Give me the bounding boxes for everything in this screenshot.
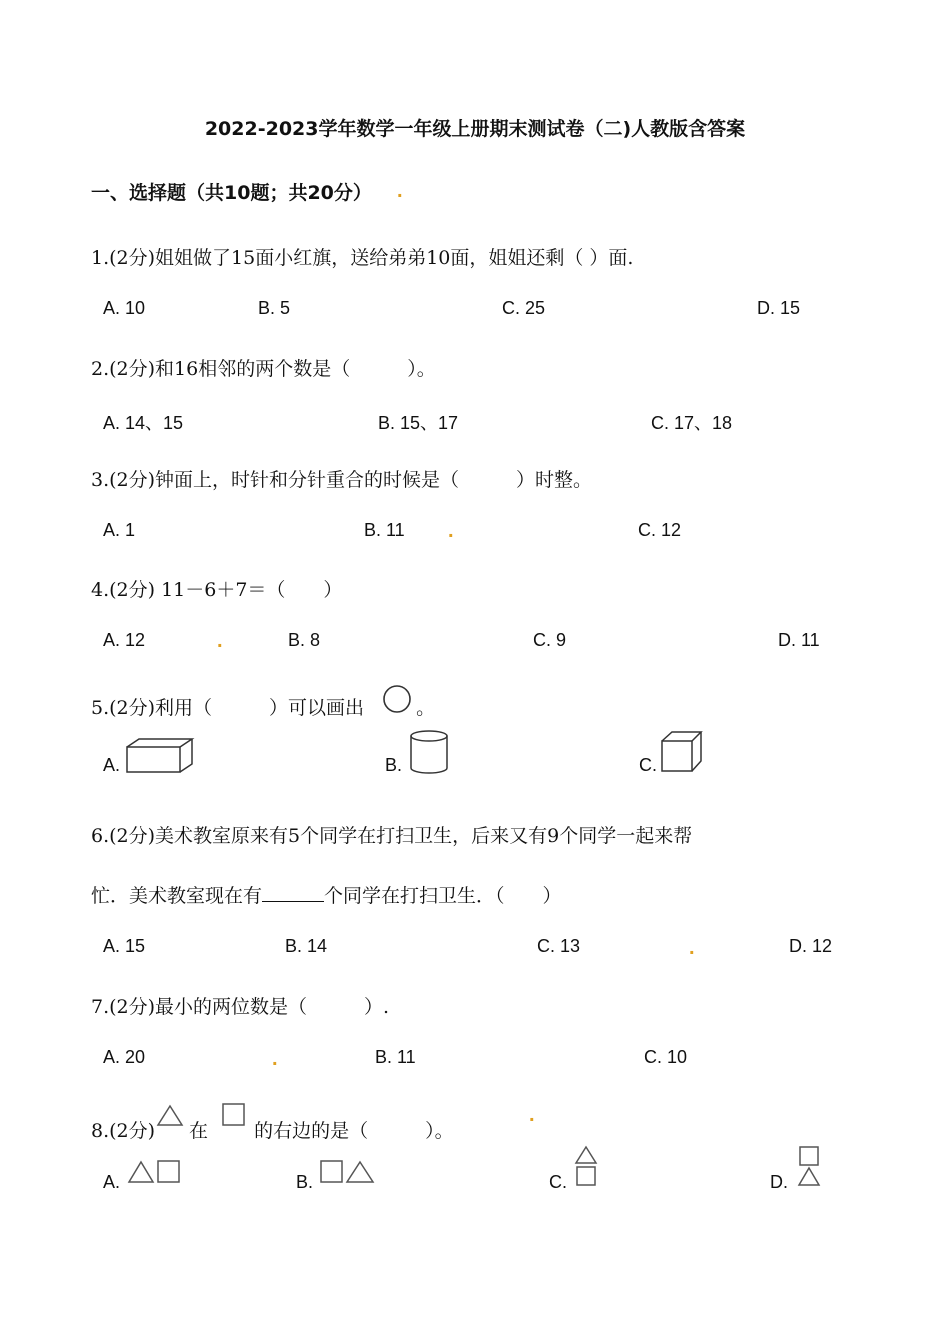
q2-option-c[interactable]: C. 17、18	[651, 413, 733, 433]
q5-option-c[interactable]: C.	[639, 755, 657, 775]
triangle-above-square-icon	[575, 1146, 599, 1188]
question-5-stem	[91, 686, 435, 720]
square-triangle-icon	[320, 1160, 376, 1186]
section-heading: 一、选择题（共10题；共20分）	[91, 182, 372, 204]
q8-option-a[interactable]: A.	[103, 1172, 121, 1192]
q4-option-d[interactable]: D. 11	[778, 630, 820, 650]
q6-stem-after: 个同学在打扫卫生．（ ）	[324, 885, 562, 907]
q2-option-a[interactable]: A. 14、15	[103, 413, 184, 433]
page-title: 2022-2023学年数学一年级上册期末测试卷（二)人教版含答案	[204, 118, 746, 140]
q4-option-b[interactable]: B. 8	[288, 630, 321, 650]
answer-blank[interactable]	[262, 883, 324, 902]
q7-option-b[interactable]: B. 11	[375, 1047, 416, 1067]
q8-stem-after: 的右边的是（ ）。	[254, 1120, 454, 1142]
question-6-stem-line2	[91, 881, 562, 908]
question-2-stem: 2.(2分)和16相邻的两个数是（ ）。	[91, 358, 436, 380]
triangle-icon	[157, 1105, 183, 1127]
question-7-stem: 7.(2分)最小的两位数是（ ）.	[91, 996, 390, 1018]
question-4-stem: 4.(2分) 11－6＋7＝（ ）	[91, 579, 343, 601]
q6-option-a[interactable]: A. 15	[103, 936, 146, 956]
question-3-stem: 3.(2分)钟面上，时针和分针重合的时候是（ ）时整。	[91, 469, 593, 491]
cube-icon	[661, 731, 703, 773]
watermark-dot: .	[529, 1104, 535, 1126]
q1-option-c[interactable]: C. 25	[502, 298, 546, 318]
question-8-stem	[91, 1103, 454, 1143]
q5-option-a[interactable]: A.	[103, 755, 121, 775]
watermark-dot: .	[689, 937, 695, 959]
q8-option-b[interactable]: B.	[296, 1172, 314, 1192]
watermark-dot: .	[272, 1048, 278, 1070]
square-icon	[222, 1103, 246, 1127]
q5-stem-text: 5.(2分)利用（ ）可以画出	[91, 697, 365, 719]
q3-option-a[interactable]: A. 1	[103, 520, 136, 540]
q8-stem-middle: 在	[189, 1120, 209, 1142]
q1-option-a[interactable]: A. 10	[103, 298, 146, 318]
triangle-square-icon	[128, 1160, 182, 1186]
question-1-stem: 1.(2分)姐姐做了15面小红旗，送给弟弟10面，姐姐还剩（ ）面.	[91, 247, 634, 269]
q7-option-a[interactable]: A. 20	[103, 1047, 146, 1067]
q6-stem-before: 忙．美术教室现在有	[91, 885, 263, 907]
watermark-dot: .	[217, 630, 223, 652]
q7-option-c[interactable]: C. 10	[644, 1047, 688, 1067]
q5-option-b[interactable]: B.	[385, 755, 403, 775]
cylinder-icon	[409, 730, 451, 776]
watermark-dot: .	[397, 180, 403, 202]
q6-option-b[interactable]: B. 14	[285, 936, 328, 956]
question-6-stem-line1: 6.(2分)美术教室原来有5个同学在打扫卫生，后来又有9个同学一起来帮	[91, 825, 693, 847]
circle-icon	[380, 686, 416, 720]
q8-option-c[interactable]: C.	[549, 1172, 567, 1192]
q1-option-b[interactable]: B. 5	[258, 298, 291, 318]
q3-option-c[interactable]: C. 12	[638, 520, 682, 540]
q6-option-d[interactable]: D. 12	[789, 936, 833, 956]
q5-stem-end: 。	[416, 697, 436, 719]
q8-option-d[interactable]: D.	[770, 1172, 788, 1192]
q2-option-b[interactable]: B. 15、17	[378, 413, 459, 433]
q1-option-d[interactable]: D. 15	[757, 298, 801, 318]
square-above-triangle-icon	[798, 1146, 822, 1188]
q3-option-b[interactable]: B. 11	[364, 520, 405, 540]
cuboid-icon	[126, 738, 194, 774]
watermark-dot: .	[448, 520, 454, 542]
q8-stem-prefix: 8.(2分)	[91, 1120, 156, 1142]
q4-option-c[interactable]: C. 9	[533, 630, 567, 650]
q6-option-c[interactable]: C. 13	[537, 936, 581, 956]
q4-option-a[interactable]: A. 12	[103, 630, 146, 650]
